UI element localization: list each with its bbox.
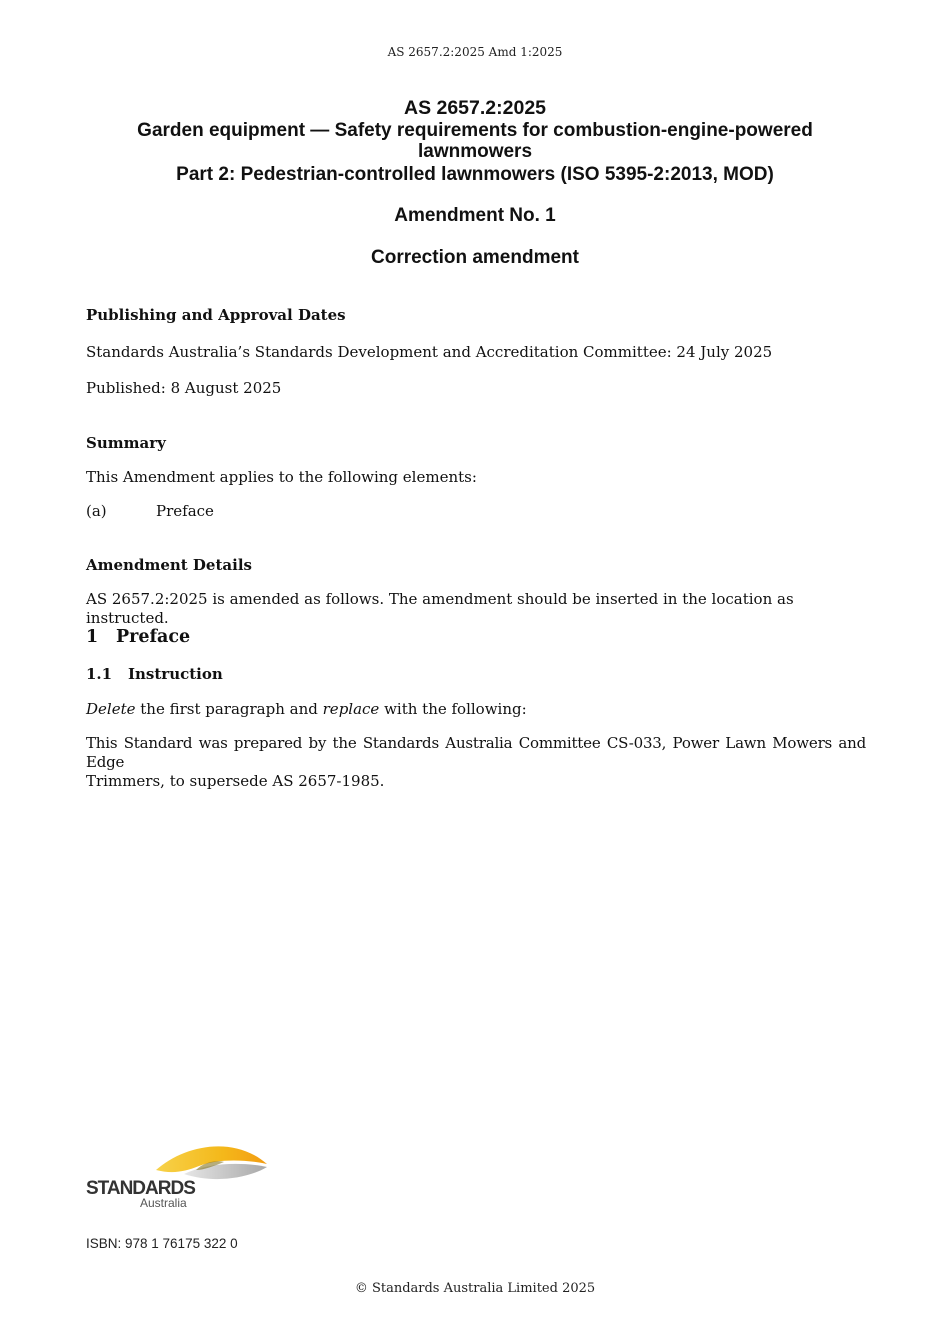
title-line-2: lawnmowers: [417, 141, 533, 162]
title-block: [86, 96, 864, 270]
logo-name: STANDARDS: [86, 1178, 195, 1199]
instruction-text: [86, 700, 876, 719]
published-date: Published: 8 August 2025: [86, 379, 282, 397]
standard-designation: AS 2657.2:2025: [403, 97, 547, 119]
subsection-title: Instruction: [128, 665, 223, 683]
replacement-paragraph: [86, 734, 866, 791]
isbn: ISBN: 978 1 76175 322 0: [86, 1236, 238, 1251]
list-item-label: (a): [86, 502, 107, 520]
copyright-footer: © Standards Australia Limited 2025: [354, 1281, 596, 1296]
section-heading: [86, 626, 876, 648]
title-line-1: Garden equipment — Safety requirements for combustion-engine-powered: [137, 120, 813, 141]
subsection-heading: [86, 665, 876, 684]
dates-heading: Publishing and Approval Dates: [86, 306, 346, 324]
subsection-number: 1.1: [86, 665, 113, 683]
amendment-type: Correction amendment: [371, 247, 579, 268]
list-item-text: Preface: [156, 502, 214, 520]
standards-australia-logo: [84, 1140, 274, 1215]
details-heading: Amendment Details: [86, 556, 252, 574]
instruction-mid: the first paragraph and: [135, 700, 323, 718]
section-title: Preface: [116, 627, 191, 647]
committee-date: Standards Australia’s Standards Development and Accreditation Committee: 24 July 2025: [86, 343, 773, 361]
logo-sub: Australia: [140, 1196, 187, 1210]
summary-intro: This Amendment applies to the following elements:: [86, 468, 477, 486]
section-number: 1: [86, 627, 99, 647]
instruction-end: with the following:: [379, 700, 527, 718]
list-item: [86, 502, 876, 521]
replacement-line-2: Trimmers, to supersede AS 2657-1985.: [86, 772, 385, 790]
details-intro: AS 2657.2:2025 is amended as follows. The amendment should be inserted in the location as instructed.: [86, 590, 794, 627]
instruction-replace: replace: [322, 700, 380, 718]
running-header: AS 2657.2:2025 Amd 1:2025: [387, 45, 563, 59]
part-title: Part 2: Pedestrian-controlled lawnmowers (ISO 5395-2:2013, MOD): [176, 164, 774, 185]
amendment-number: Amendment No. 1: [394, 205, 556, 226]
instruction-delete: Delete: [86, 700, 136, 718]
summary-heading: Summary: [86, 434, 166, 452]
replacement-line-1: This Standard was prepared by the Standards Australia Committee CS-033, Power Lawn Mowers and Edge: [86, 734, 866, 771]
